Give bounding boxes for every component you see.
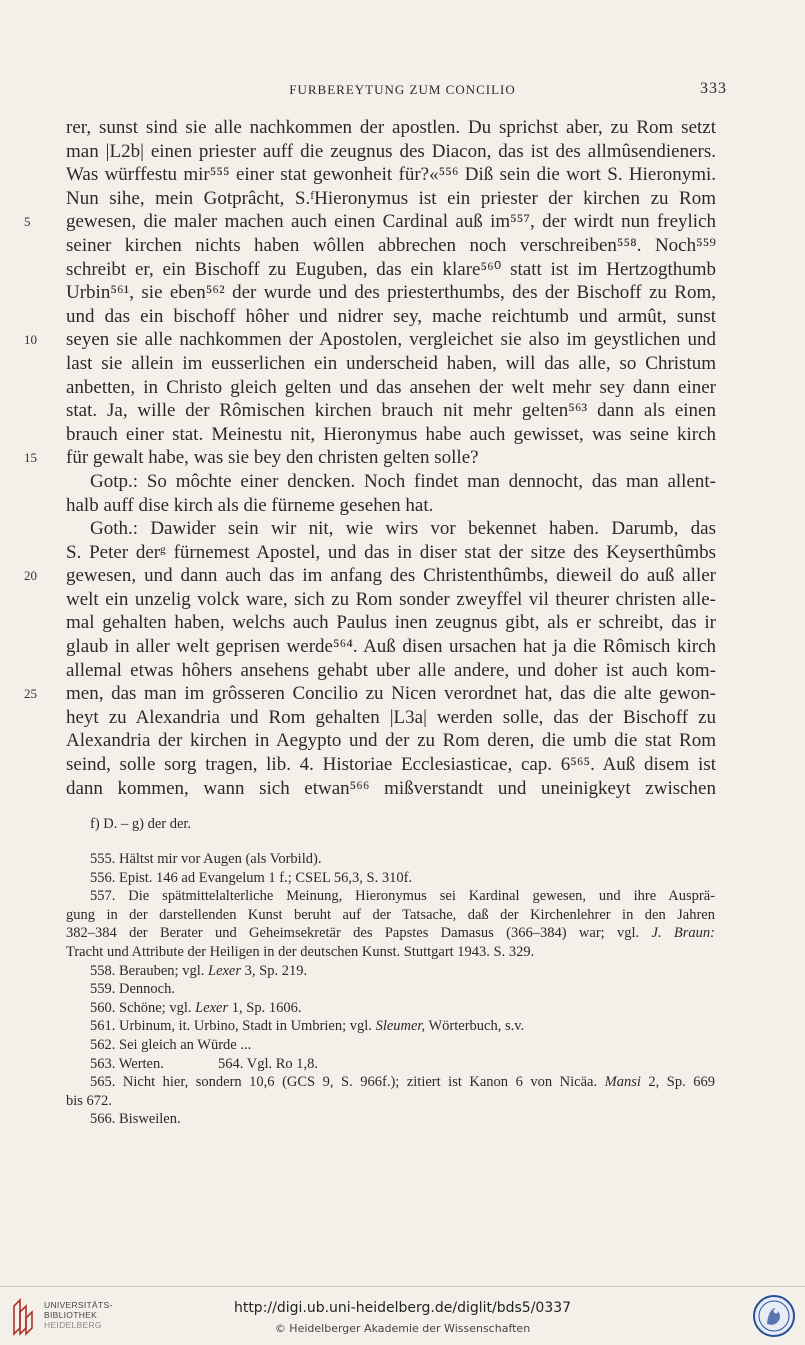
line-number: 25 — [24, 686, 37, 702]
text-line — [66, 588, 716, 612]
digitization-footer — [0, 1290, 805, 1345]
footnote-563-564 — [90, 1055, 715, 1074]
text-line — [66, 116, 716, 140]
text-line — [24, 564, 716, 588]
line-text: dann kommen, wann sich etwan⁵⁶⁶ mißverstandt und uneinigkeyt zwischen — [66, 777, 716, 799]
text-line — [66, 706, 716, 730]
footnote-566: 566. Bisweilen. — [90, 1111, 181, 1128]
text-line — [24, 328, 716, 352]
footnote-ref: Wörterbuch, s.v. — [428, 1018, 525, 1035]
line-text: glaub in aller welt geprisen werde⁵⁶⁴. Auß disen ursachen hat ja die Rômisch kirch — [66, 636, 716, 658]
line-text: gewesen, die maler machen auch einen Cardinal auß im⁵⁵⁷, der wirdt nun freylich — [66, 211, 716, 233]
line-text: Urbin⁵⁶¹, sie eben⁵⁶² der wurde und des priesterthumbs, des der Bischoff zu Rom, — [66, 282, 716, 304]
footnote-author: J. Braun: — [651, 925, 716, 942]
text-line — [66, 399, 716, 423]
main-text — [24, 116, 716, 800]
footnote-text: 558. Berauben; vgl. — [90, 962, 205, 979]
line-text: stat. Ja, wille der Rômischen kirchen brauch nit mehr gelten⁵⁶³ dann als einen — [66, 400, 716, 422]
text-line — [66, 187, 716, 211]
academy-seal-icon[interactable] — [752, 1294, 796, 1338]
footnote-564: 564. Vgl. Ro 1,8. — [218, 1055, 319, 1072]
text-line — [66, 729, 716, 753]
running-title: FURBEREYTUNG ZUM CONCILIO — [289, 82, 516, 97]
line-text: heyt zu Alexandria und Rom gehalten |L3a| werden solle, das der Bischoff zu — [66, 706, 716, 728]
line-number: 5 — [24, 214, 31, 230]
textual-apparatus: f) D. – g) der der. — [90, 816, 192, 832]
footnote-565 — [66, 1073, 716, 1110]
line-text: seyen sie alle nachkommen der Apostolen, vergleichet sie also im geystlichen und — [66, 329, 716, 351]
line-text: seiner kirchen nichts haben wôllen abbrechen noch verschreiben⁵⁵⁸. Noch⁵⁵⁹ — [66, 234, 716, 256]
line-text: schreibt er, ein Bischoff zu Euguben, das ein klare⁵⁶⁰ statt ist im Hertzogthumb — [66, 258, 716, 280]
footnote-555: 555. Hältst mir vor Augen (als Vorbild). — [90, 851, 322, 867]
footnote-559: 559. Dennoch. — [90, 981, 175, 998]
footnote-560 — [90, 999, 715, 1018]
text-line — [24, 210, 716, 234]
library-name-line: UNIVERSITÄTS- — [44, 1300, 113, 1310]
text-line — [66, 423, 716, 447]
footnote-ref: 3, Sp. 219. — [244, 962, 308, 979]
text-line — [66, 470, 716, 494]
line-text: last sie allein im eusserlichen ein underscheid haben, will das alle, so Christum — [66, 352, 716, 374]
footnote-source: Mansi — [604, 1074, 641, 1091]
text-line — [66, 753, 716, 777]
line-text: welt ein unzelig volck ware, sich zu Rom sonder zweyffel vil theurer christen alle- — [66, 588, 716, 610]
text-line — [66, 140, 716, 164]
text-line — [66, 352, 716, 376]
footnote-source: Lexer — [208, 962, 242, 979]
line-text: Gotp.: So môchte einer dencken. Noch findet man dennocht, das man allent- — [90, 470, 716, 492]
line-text: Goth.: Dawider sein wir nit, wie wirs vor bekennet haben. Darumb, das — [90, 518, 716, 540]
footnote-text: 565. Nicht hier, sondern 10,6 (GCS 9, S. 966f.); zitiert ist Kanon 6 von Nicäa. — [90, 1074, 598, 1091]
text-line — [66, 163, 716, 187]
line-number: 10 — [24, 332, 37, 348]
line-number: 20 — [24, 568, 37, 584]
permalink-url[interactable]: http://digi.ub.uni-heidelberg.de/diglit/bds5/0337 — [233, 1300, 572, 1316]
text-line — [66, 376, 716, 400]
text-line — [66, 494, 716, 518]
library-name-line: HEIDELBERG — [44, 1320, 102, 1330]
footnote-562: 562. Sei gleich an Würde ... — [90, 1036, 252, 1053]
footnote-text: 560. Schöne; vgl. — [90, 999, 192, 1016]
text-line — [66, 659, 716, 683]
line-text: brauch einer stat. Meinestu nit, Hieronymus habe auch gewisset, was seine kirch — [66, 423, 716, 445]
text-line — [66, 234, 716, 258]
line-text: Alexandria der kirchen in Aegypto und der zu Rom deren, die umb die stat Rom — [66, 730, 716, 752]
footnote-558 — [90, 962, 715, 981]
footnote-563: 563. Werten. — [90, 1055, 164, 1072]
line-text: gewesen, und dann auch das im anfang des Christenthûmbs, dieweil do auß aller — [66, 565, 716, 587]
text-line — [66, 611, 716, 635]
footnote-line: bis 672. — [66, 1092, 112, 1109]
footnotes — [66, 850, 716, 1129]
line-text: seind, solle sorg tragen, lib. 4. Historiae Ecclesiasticae, cap. 6⁵⁶⁵. Auß disem ist — [66, 754, 716, 776]
text-line — [66, 305, 716, 329]
page-number: 333 — [700, 80, 727, 97]
line-text: men, das man im grôsseren Concilio zu Nicen verordnet hat, das die alte gewon- — [66, 683, 716, 705]
text-line — [66, 517, 716, 541]
line-text: allemal etwas hôhers ansehens gehabt uber alle andere, und doher ist auch kom- — [66, 659, 716, 681]
text-line — [66, 635, 716, 659]
footnote-line: 557. Die spätmittelalterliche Meinung, Hieronymus sei Kardinal gewesen, und ihre Ausprä- — [90, 888, 715, 905]
footnote-line: Tracht und Attribute der Heiligen in der deutschen Kunst. Stuttgart 1943. S. 329. — [66, 943, 535, 960]
footnote-557 — [66, 887, 716, 961]
line-text: für gewalt habe, was sie bey den christen gelten solle? — [66, 447, 479, 469]
line-text: anbetten, in Christo gleich gelten und das ansehen der welt mehr sey dann einer — [66, 376, 716, 398]
footer-divider — [0, 1286, 805, 1287]
line-text: Nun sihe, mein Gotprâcht, S.ᶠHieronymus ist ein priester der kirchen zu Rom — [66, 187, 716, 209]
line-text: S. Peter derᵍ fürnemest Apostel, und das in diser stat der sitze des Keyserthûmbs — [66, 541, 716, 563]
footnote-ref: 1, Sp. 1606. — [231, 999, 302, 1016]
copyright-notice: © Heidelberger Akademie der Wissenschaften — [274, 1322, 531, 1335]
footnote-561 — [90, 1017, 715, 1036]
line-text: rer, sunst sind sie alle nachkommen der apostlen. Du sprichst aber, zu Rom setzt — [66, 117, 716, 138]
footnote-source: Sleumer, — [375, 1018, 426, 1035]
line-number: 15 — [24, 450, 37, 466]
line-text: halb auff dise kirch als die fürneme gesehen hat. — [66, 494, 434, 516]
line-text: man |L2b| einen priester auff die zeugnus des Diacon, das ist des allmûsendieners. — [66, 140, 716, 162]
line-text: mal gehalten haben, welchs auch Paulus inen zeugnus gibt, als er schreibt, das ir — [66, 612, 716, 634]
footnote-text: 561. Urbinum, it. Urbino, Stadt in Umbrien; vgl. — [90, 1018, 372, 1035]
line-text: und das ein bischoff hôher und nidrer sey, mache reichtumb und armût, sunst — [66, 305, 716, 327]
footnote-556: 556. Epist. 146 ad Evangelum 1 f.; CSEL 56,3, S. 310f. — [90, 869, 413, 886]
text-line — [66, 281, 716, 305]
footnote-text: 382–384 der Berater und Geheimsekretär des Papstes Damasus (366–384) war; vgl. — [66, 925, 640, 942]
text-line — [66, 258, 716, 282]
text-line — [24, 446, 716, 470]
footnote-line — [66, 924, 715, 943]
text-line — [24, 682, 716, 706]
text-line — [66, 777, 716, 801]
footnote-ref: 2, Sp. 669 — [648, 1074, 716, 1091]
line-text: Was würffestu mir⁵⁵⁵ einer stat gewonheit für?«⁵⁵⁶ Diß sein die wort S. Hieronymi. — [66, 164, 716, 186]
text-line — [66, 541, 716, 565]
footnote-source: Lexer — [195, 999, 229, 1016]
footnote-line: gung in der darstellenden Kunst beruht auf der Tatsache, daß der Kirchenlehrer in den Jahren — [66, 906, 715, 923]
footnote-line — [90, 1073, 715, 1092]
library-name-line: BIBLIOTHEK — [44, 1310, 98, 1320]
